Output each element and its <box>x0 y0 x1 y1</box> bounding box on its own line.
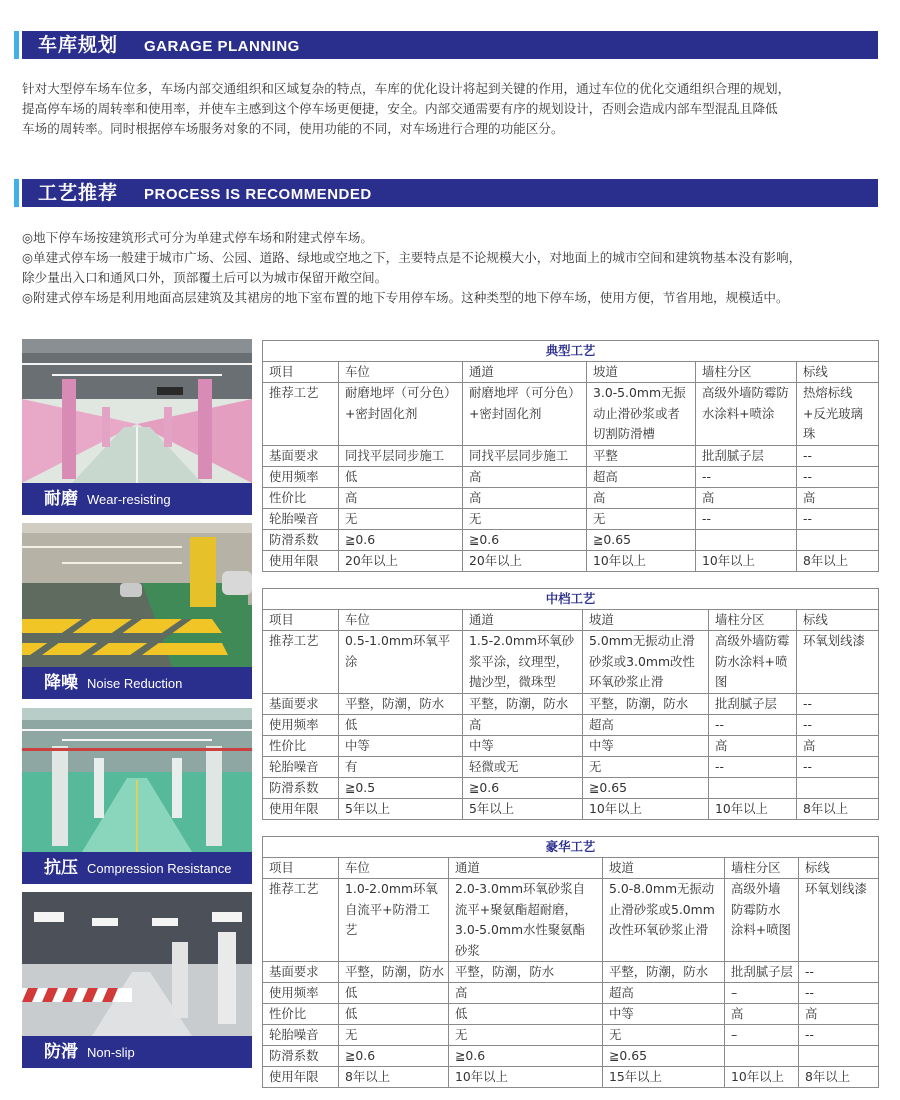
table-cell: 轮胎噪音 <box>263 756 339 777</box>
table-cell: 低 <box>339 466 463 487</box>
table-cell: 10年以上 <box>725 1067 799 1088</box>
table-cell: 10年以上 <box>709 798 797 819</box>
table-cell: – <box>725 983 799 1004</box>
section-title-cn: 车库规划 <box>38 34 119 56</box>
table-cell: 高级外墙防霉防水涂料+喷涂 <box>696 383 797 446</box>
table-cell: 5.0mm无振动止滑砂浆或3.0mm改性环氧砂浆止滑 <box>583 631 709 694</box>
banner-accent-bar <box>14 31 19 59</box>
table-cell: 1.0-2.0mm环氧自流平+防滑工艺 <box>339 879 449 962</box>
caption-cn: 防滑 <box>44 1042 78 1062</box>
table-cell: 有 <box>339 756 463 777</box>
paragraph-line: 针对大型停车场车位多，车场内部交通组织和区域复杂的特点，车库的优化设计将起到关键的作用，通过车位的优化交通组织合理的规划， <box>22 81 791 96</box>
table-cell <box>725 1046 799 1067</box>
table-cell: 10年以上 <box>587 550 696 571</box>
header-cell: 墙柱分区 <box>709 610 797 631</box>
header-cell: 标线 <box>797 610 879 631</box>
recommend-row <box>263 383 879 446</box>
table-cell: 轮胎噪音 <box>263 508 339 529</box>
table-cell: 低 <box>449 1004 603 1025</box>
table-cell <box>797 777 879 798</box>
header-cell: 项目 <box>263 610 339 631</box>
table-cell: 低 <box>339 714 463 735</box>
process-table-typical <box>262 340 879 572</box>
table-cell: 中等 <box>603 1004 725 1025</box>
caption-en: Wear-resisting <box>87 492 171 507</box>
table-cell: 超高 <box>603 983 725 1004</box>
table-cell: 高 <box>463 714 583 735</box>
table-cell: ≧0.5 <box>339 777 463 798</box>
table-header-row <box>263 858 879 879</box>
garage-planning-paragraph <box>22 79 880 139</box>
table-cell: 防滑系数 <box>263 777 339 798</box>
table-cell: 低 <box>339 1004 449 1025</box>
paragraph-line: 除少量出入口和通风口外，顶部覆土后可以为城市保留开敞空间。 <box>22 270 388 285</box>
paragraph-line: ◎附建式停车场是利用地面高层建筑及其裙房的地下室布置的地下专用停车场。这种类型的地下停车场，使用方便，节省用地，规模适中。 <box>22 290 789 305</box>
table-cell: 无 <box>463 508 587 529</box>
table-row <box>263 550 879 571</box>
table-cell: 中等 <box>463 735 583 756</box>
table-cell: 环氧划线漆 <box>797 631 879 694</box>
table-cell: 无 <box>583 756 709 777</box>
table-cell: -- <box>797 508 879 529</box>
table-cell <box>696 529 797 550</box>
recommend-row <box>263 879 879 962</box>
table-cell: 平整，防潮，防水 <box>583 693 709 714</box>
table-cell: – <box>725 1025 799 1046</box>
table-cell: 1.5-2.0mm环氧砂浆平涂，纹理型，抛沙型，微珠型 <box>463 631 583 694</box>
table-cell: -- <box>797 693 879 714</box>
caption-en: Noise Reduction <box>87 676 183 691</box>
table-row <box>263 1004 879 1025</box>
photo-caption <box>22 1036 252 1068</box>
process-table-mid <box>262 588 879 820</box>
header-cell: 车位 <box>339 858 449 879</box>
table-cell: ≧0.65 <box>583 777 709 798</box>
table-cell: 平整，防潮，防水 <box>449 962 603 983</box>
table-cell: 推荐工艺 <box>263 631 339 694</box>
table-row <box>263 1025 879 1046</box>
table-cell: 5.0-8.0mm无振动止滑砂浆或5.0mm改性环氧砂浆止滑 <box>603 879 725 962</box>
table-cell: -- <box>799 962 879 983</box>
table-row <box>263 983 879 1004</box>
table-cell: 5年以上 <box>463 798 583 819</box>
table-cell: -- <box>709 714 797 735</box>
table-row <box>263 714 879 735</box>
photo-caption <box>22 667 252 699</box>
table-row <box>263 962 879 983</box>
table-cell: 推荐工艺 <box>263 879 339 962</box>
table-cell: 轻微或无 <box>463 756 583 777</box>
table-cell: 性价比 <box>263 735 339 756</box>
table-cell <box>709 777 797 798</box>
table-cell: 高 <box>449 983 603 1004</box>
table-cell: -- <box>709 756 797 777</box>
table-cell: 高 <box>797 487 879 508</box>
table-title: 中档工艺 <box>263 589 879 610</box>
paragraph-line: ◎地下停车场按建筑形式可分为单建式停车场和附建式停车场。 <box>22 230 374 245</box>
table-cell: ≧0.65 <box>587 529 696 550</box>
table-cell: 基面要求 <box>263 693 339 714</box>
table-cell: 平整，防潮，防水 <box>339 693 463 714</box>
photo-non-slip <box>22 892 252 1068</box>
table-cell: 高 <box>709 735 797 756</box>
table-cell: -- <box>696 466 797 487</box>
photo-caption <box>22 852 252 884</box>
table-cell: 使用频率 <box>263 466 339 487</box>
table-cell: 耐磨地坪（可分色）+密封固化剂 <box>463 383 587 446</box>
header-cell: 通道 <box>463 362 587 383</box>
table-cell: 高 <box>696 487 797 508</box>
header-cell: 坡道 <box>603 858 725 879</box>
section-banner-garage-planning <box>22 31 878 59</box>
header-cell: 标线 <box>799 858 879 879</box>
table-cell: ≧0.6 <box>463 529 587 550</box>
process-table-luxury <box>262 836 879 1088</box>
caption-cn: 耐磨 <box>44 489 78 509</box>
table-cell: 无 <box>339 1025 449 1046</box>
header-cell: 通道 <box>463 610 583 631</box>
banner-accent-bar <box>14 179 19 207</box>
table-cell: 环氧划线漆 <box>799 879 879 962</box>
table-cell: -- <box>797 714 879 735</box>
table-cell: -- <box>797 445 879 466</box>
photo-noise-reduction <box>22 523 252 699</box>
section-title-cn: 工艺推荐 <box>38 182 119 204</box>
table-cell: 使用频率 <box>263 983 339 1004</box>
header-cell: 项目 <box>263 858 339 879</box>
table-title: 典型工艺 <box>263 341 879 362</box>
table-cell: -- <box>799 1025 879 1046</box>
table-cell: 20年以上 <box>463 550 587 571</box>
table-row <box>263 777 879 798</box>
table-cell: 高 <box>725 1004 799 1025</box>
table-cell: 低 <box>339 983 449 1004</box>
table-cell: 10年以上 <box>449 1067 603 1088</box>
table-row <box>263 693 879 714</box>
table-cell: ≧0.65 <box>603 1046 725 1067</box>
section-title-en: PROCESS IS RECOMMENDED <box>144 186 372 203</box>
table-cell: 使用年限 <box>263 550 339 571</box>
table-cell: 轮胎噪音 <box>263 1025 339 1046</box>
table-cell <box>797 529 879 550</box>
table-cell: 3.0-5.0mm无振动止滑砂浆或者切割防滑槽 <box>587 383 696 446</box>
table-cell: 8年以上 <box>797 550 879 571</box>
header-cell: 墙柱分区 <box>725 858 799 879</box>
process-paragraph <box>22 228 880 308</box>
table-title: 豪华工艺 <box>263 837 879 858</box>
table-cell: 15年以上 <box>603 1067 725 1088</box>
paragraph-line: 车场的周转率。同时根据停车场服务对象的不同，使用功能的不同，对车场进行合理的功能区分。 <box>22 121 564 136</box>
table-cell: 基面要求 <box>263 962 339 983</box>
table-cell: 基面要求 <box>263 445 339 466</box>
table-cell: 防滑系数 <box>263 1046 339 1067</box>
table-cell: 10年以上 <box>696 550 797 571</box>
table-row <box>263 445 879 466</box>
table-cell: 平整，防潮，防水 <box>339 962 449 983</box>
table-cell: 高 <box>587 487 696 508</box>
table-cell: -- <box>797 466 879 487</box>
table-row <box>263 487 879 508</box>
table-cell: 10年以上 <box>583 798 709 819</box>
table-row <box>263 1067 879 1088</box>
table-cell: 高 <box>463 466 587 487</box>
table-cell: -- <box>797 756 879 777</box>
table-row <box>263 1046 879 1067</box>
table-cell: 平整 <box>587 445 696 466</box>
table-cell: 8年以上 <box>339 1067 449 1088</box>
table-cell: 8年以上 <box>797 798 879 819</box>
header-cell: 坡道 <box>587 362 696 383</box>
table-cell: 中等 <box>339 735 463 756</box>
table-cell: 性价比 <box>263 1004 339 1025</box>
header-cell: 坡道 <box>583 610 709 631</box>
table-cell: 同找平层同步施工 <box>339 445 463 466</box>
photo-compression-resistance <box>22 708 252 884</box>
table-header-row <box>263 362 879 383</box>
caption-en: Non-slip <box>87 1045 135 1060</box>
table-cell: 高 <box>797 735 879 756</box>
table-cell: ≧0.6 <box>463 777 583 798</box>
table-cell: 2.0-3.0mm环氧砂浆自流平+聚氨酯超耐磨，3.0-5.0mm水性聚氨酯砂浆 <box>449 879 603 962</box>
header-cell: 通道 <box>449 858 603 879</box>
table-row <box>263 529 879 550</box>
table-cell: 平整，防潮，防水 <box>603 962 725 983</box>
table-cell: 同找平层同步施工 <box>463 445 587 466</box>
table-cell: -- <box>799 983 879 1004</box>
table-cell: 使用频率 <box>263 714 339 735</box>
table-cell: ≧0.6 <box>449 1046 603 1067</box>
table-cell: ≧0.6 <box>339 529 463 550</box>
table-cell: 批刮腻子层 <box>709 693 797 714</box>
table-cell: 5年以上 <box>339 798 463 819</box>
table-cell: ≧0.6 <box>339 1046 449 1067</box>
table-row <box>263 756 879 777</box>
table-cell: 无 <box>339 508 463 529</box>
table-cell: 性价比 <box>263 487 339 508</box>
table-cell: 无 <box>587 508 696 529</box>
recommend-row <box>263 631 879 694</box>
table-cell: 8年以上 <box>799 1067 879 1088</box>
header-cell: 标线 <box>797 362 879 383</box>
table-cell: 推荐工艺 <box>263 383 339 446</box>
table-cell: 0.5-1.0mm环氧平涂 <box>339 631 463 694</box>
header-cell: 车位 <box>339 610 463 631</box>
table-cell: 高级外墙防霉防水涂料+喷图 <box>709 631 797 694</box>
header-cell: 项目 <box>263 362 339 383</box>
table-cell: 使用年限 <box>263 1067 339 1088</box>
table-row <box>263 798 879 819</box>
caption-cn: 降噪 <box>44 673 78 693</box>
table-cell: 无 <box>449 1025 603 1046</box>
paragraph-line: ◎单建式停车场一般建于城市广场、公园、道路、绿地或空地之下，主要特点是不论规模大小，对地面上的城市空间和建筑物基本没有影响， <box>22 250 802 265</box>
table-cell: 超高 <box>587 466 696 487</box>
table-header-row <box>263 610 879 631</box>
caption-en: Compression Resistance <box>87 861 232 876</box>
table-cell: 批刮腻子层 <box>696 445 797 466</box>
table-row <box>263 735 879 756</box>
caption-cn: 抗压 <box>44 858 78 878</box>
table-cell: 使用年限 <box>263 798 339 819</box>
table-cell: 超高 <box>583 714 709 735</box>
table-cell: 无 <box>603 1025 725 1046</box>
table-cell: 平整，防潮，防水 <box>463 693 583 714</box>
table-cell: 高 <box>339 487 463 508</box>
table-cell: 高级外墙防霉防水涂料+喷图 <box>725 879 799 962</box>
table-cell <box>799 1046 879 1067</box>
section-banner-process <box>22 179 878 207</box>
table-cell: 高 <box>463 487 587 508</box>
header-cell: 车位 <box>339 362 463 383</box>
photo-caption <box>22 483 252 515</box>
table-row <box>263 508 879 529</box>
header-cell: 墙柱分区 <box>696 362 797 383</box>
table-cell: 20年以上 <box>339 550 463 571</box>
table-cell: 热熔标线+反光玻璃珠 <box>797 383 879 446</box>
table-cell: 中等 <box>583 735 709 756</box>
table-cell: 防滑系数 <box>263 529 339 550</box>
table-cell: 批刮腻子层 <box>725 962 799 983</box>
table-row <box>263 466 879 487</box>
section-title-en: GARAGE PLANNING <box>144 38 300 55</box>
table-cell: -- <box>696 508 797 529</box>
photo-wear-resisting <box>22 339 252 515</box>
table-cell: 高 <box>799 1004 879 1025</box>
paragraph-line: 提高停车场的周转率和使用率，并使车主感到这个停车场更便捷，安全。内部交通需要有序的规划设计，否则会造成内部车型混乱且降低 <box>22 101 778 116</box>
table-cell: 耐磨地坪（可分色）+密封固化剂 <box>339 383 463 446</box>
